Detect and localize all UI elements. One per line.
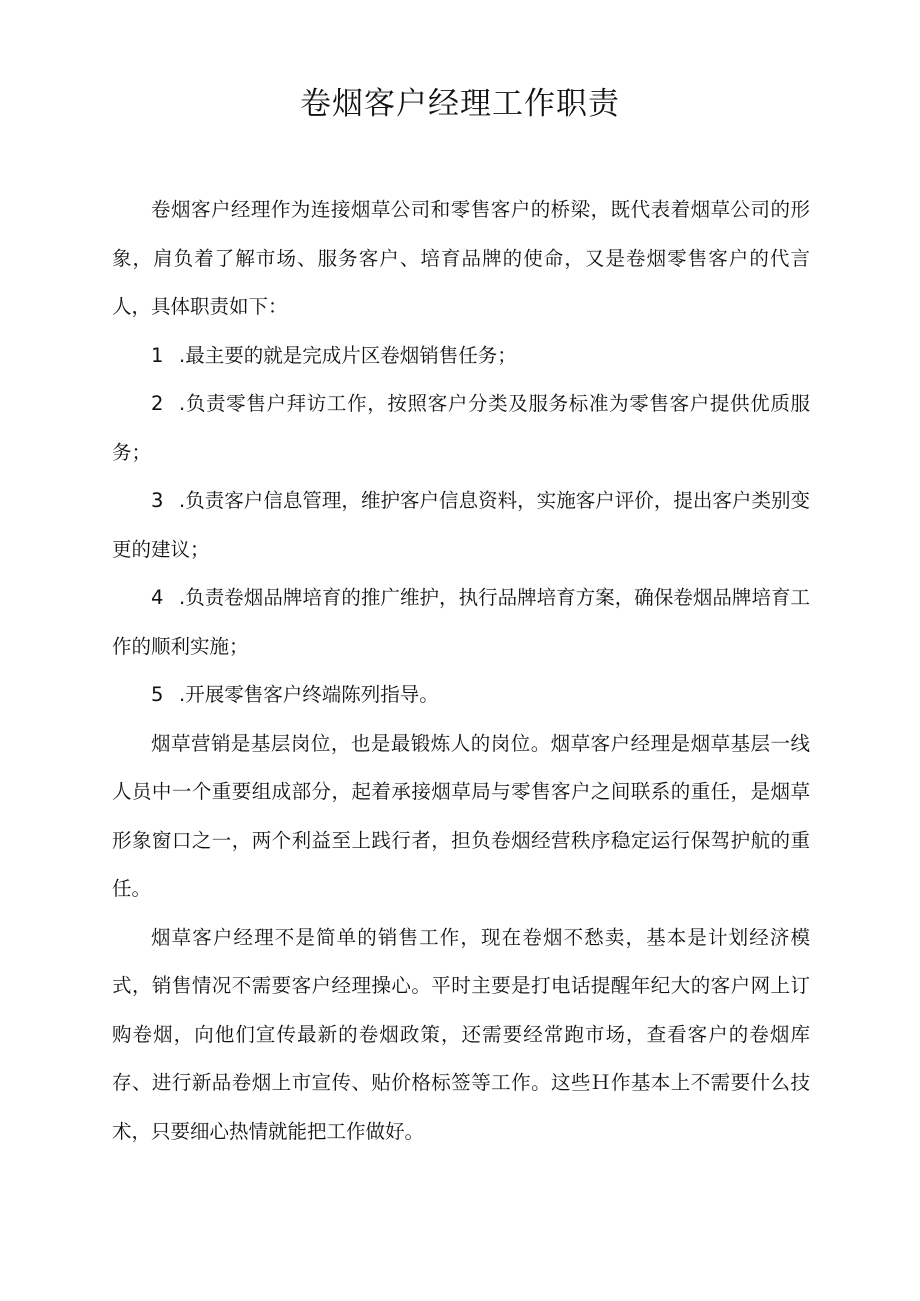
duty-item-5 — [112, 671, 810, 720]
body-paragraph-2: 烟草营销是基层岗位，也是最锻炼人的岗位。烟草客户经理是烟草基层一线人员中一个重要组成部分，起着承接烟草局与零售客户之间联系的重任，是烟草形象窗口之一，两个利益至上践行者，担负卷烟经营秩序稳定运行保驾护航的重任。 — [112, 731, 810, 900]
duty-number: 2 — [151, 392, 164, 415]
duty-text: .负责卷烟品牌培育的推广维护，执行品牌培育方案，确保卷烟品牌培育工作的顺利实施； — [112, 586, 810, 658]
intro-paragraph: 卷烟客户经理作为连接烟草公司和零售客户的桥梁，既代表着烟草公司的形象，肩负着了解市场、服务客户、培育品牌的使命，又是卷烟零售客户的代言人，具体职责如下： — [112, 198, 810, 318]
duty-text: .负责客户信息管理，维护客户信息资料，实施客户评价，提出客户类别变更的建议； — [112, 489, 810, 561]
duty-text: .开展零售客户终端陈列指导。 — [179, 683, 439, 706]
duty-item-4 — [112, 574, 810, 671]
document-body — [112, 186, 810, 1156]
duty-number: 4 — [151, 586, 164, 609]
duty-number: 3 — [151, 489, 164, 512]
document-title: 卷烟客户经理工作职责 — [300, 86, 620, 122]
duty-number: 1 — [151, 343, 164, 367]
duty-item-3 — [112, 477, 810, 574]
duty-number: 5 — [151, 683, 164, 706]
body-paragraph-3: 烟草客户经理不是简单的销售工作，现在卷烟不愁卖，基本是计划经济模式，销售情况不需要客户经理操心。平时主要是打电话提醒年纪大的客户网上订购卷烟，向他们宣传最新的卷烟政策，还需要经常跑市场，查看客户的卷烟库存、进行新品卷烟上市宣传、贴价格标签等工作。这些Ｈ作基本上不需要什么技术，只要细心热情就能把工作做好。 — [112, 925, 810, 1143]
duty-item-2 — [112, 380, 810, 477]
duty-text: .负责零售户拜访工作，按照客户分类及服务标准为零售客户提供优质服务； — [112, 392, 810, 464]
duty-item-1 — [112, 332, 810, 381]
duty-text: .最主要的就是完成片区卷烟销售任务； — [179, 343, 517, 367]
